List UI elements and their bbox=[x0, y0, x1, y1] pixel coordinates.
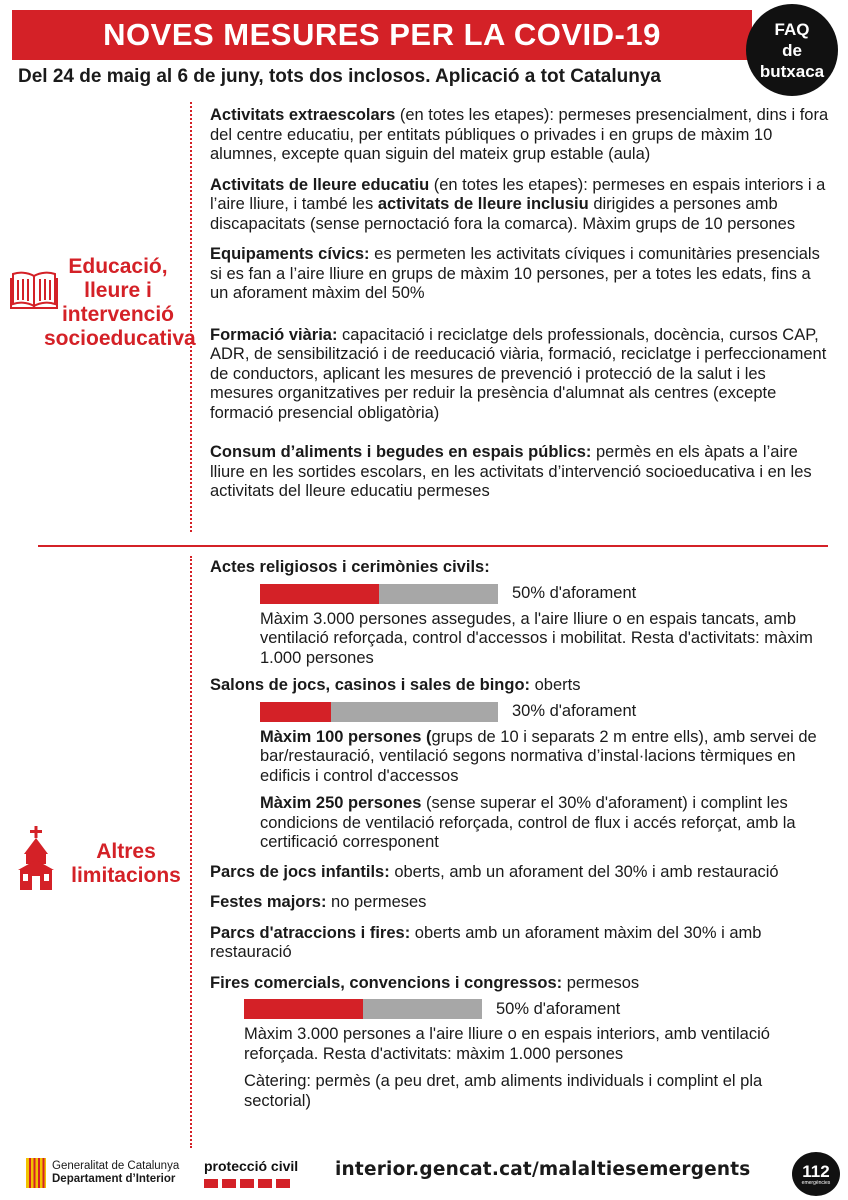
item-festes bbox=[210, 893, 830, 913]
proteccio-civil-text: protecció civil bbox=[204, 1158, 299, 1174]
item-gaming-text: oberts bbox=[530, 676, 581, 694]
limits-label-line1: Altres bbox=[96, 840, 156, 863]
education-label-line1: Educació, bbox=[68, 255, 168, 278]
proteccio-civil-squares bbox=[204, 1179, 298, 1188]
fairs-capacity-label: 50% d'aforament bbox=[496, 999, 621, 1018]
footer bbox=[0, 1150, 848, 1200]
item-lleure-text: (en totes les etapes): permeses en espais interiors i a l’aire lliure, i també les bbox=[210, 175, 826, 213]
gaming-detail-1-bold: Màxim 100 persones ( bbox=[260, 727, 432, 746]
item-parks bbox=[210, 863, 830, 883]
faq-badge-line2: de bbox=[782, 40, 802, 60]
proteccio-civil-logo bbox=[204, 1158, 298, 1188]
gencat-line2 bbox=[52, 1173, 179, 1186]
gaming-capacity bbox=[260, 702, 830, 722]
fairs-detail-1: Màxim 3.000 persones a l'aire lliure o en espais interiors, amb ventilació reforçada. Resta d'activitats: màxim 1.000 persones bbox=[244, 1025, 770, 1063]
item-fairs-text: permesos bbox=[562, 973, 640, 992]
subtitle: Del 24 de maig al 6 de juny, tots dos inclosos. Aplicació a tot Catalunya bbox=[18, 66, 661, 87]
church-icon bbox=[18, 826, 54, 890]
gencat-logo bbox=[26, 1158, 179, 1188]
gaming-detail-1 bbox=[260, 728, 830, 787]
emergency-number: 112 bbox=[802, 1161, 830, 1181]
gencat-line1: Generalitat de Catalunya bbox=[52, 1160, 180, 1172]
item-religious-title: Actes religiosos i cerimònies civils: bbox=[210, 558, 490, 576]
item-consum-title: Consum d’aliments i begudes en espais públics: bbox=[210, 443, 592, 461]
limits-label bbox=[58, 840, 194, 888]
item-consum-aliments bbox=[210, 443, 830, 502]
item-equipaments-civics bbox=[210, 245, 830, 304]
gaming-detail-1-text: grups de 10 i separats 2 m entre ells), amb servei de bar/restauració, ventilació segons normativa d’instal·lacions tèrmiques en edificis i control d'accessos bbox=[260, 727, 817, 785]
item-formacio-title: Formació viària: bbox=[210, 325, 338, 344]
gaming-capacity-label: 30% d'aforament bbox=[512, 702, 637, 720]
item-equipaments-text: es permeten les activitats cíviques i comunitàries presencials si es fan a l’aire lliure en grups de màxim 10 persones, per a totes les edats, fins a un aforament màxim del 50% bbox=[210, 245, 820, 302]
fairs-detail-2: Càtering: permès (a peu dret, amb aliments individuals i complint el pla sectorial) bbox=[244, 1072, 763, 1110]
item-attractions-title: Parcs d'atraccions i fires: bbox=[210, 923, 411, 942]
education-section bbox=[210, 106, 830, 513]
fairs-capacity-fill bbox=[244, 999, 363, 1019]
gaming-capacity-fill bbox=[260, 702, 331, 722]
item-gaming bbox=[210, 676, 830, 696]
title-banner bbox=[12, 10, 752, 60]
item-parks-text: oberts, amb un aforament del 30% i amb restauració bbox=[389, 862, 779, 881]
education-label-line3: intervenció bbox=[61, 303, 175, 326]
item-fairs-title: Fires comercials, convencions i congressos: bbox=[210, 973, 563, 992]
senyera-icon bbox=[26, 1158, 46, 1188]
limits-label-line2: limitacions bbox=[71, 864, 181, 887]
faq-badge bbox=[746, 4, 838, 96]
item-extraescolars-title: Activitats extraescolars bbox=[210, 106, 396, 124]
item-lleure-inclusiu: activitats de lleure inclusiu bbox=[377, 195, 589, 213]
item-attractions-text: oberts amb un aforament màxim del 30% i amb restauració bbox=[210, 923, 762, 961]
limits-section bbox=[210, 558, 830, 1119]
gaming-detail-2-bold: Màxim 250 persones bbox=[260, 794, 422, 812]
item-equipaments-title: Equipaments cívics: bbox=[210, 245, 370, 263]
education-label-line2: lleure i bbox=[84, 279, 152, 302]
education-label bbox=[44, 255, 196, 351]
section-rule bbox=[38, 545, 828, 547]
religious-detail: Màxim 3.000 persones assegudes, a l'aire lliure o en espais tancats, amb ventilació reforçada, control d'accessos i mobilitat. Resta d'activitats: màxim 1.000 persones bbox=[260, 609, 813, 667]
religious-capacity-fill bbox=[260, 584, 379, 604]
item-festes-text: no permeses bbox=[326, 893, 427, 911]
item-attractions bbox=[210, 924, 830, 963]
item-lleure-educatiu bbox=[210, 176, 830, 235]
item-fairs bbox=[210, 974, 830, 994]
item-consum-text: permès en els àpats a l’aire lliure en les sortides escolars, en les activitats d’intervenció socioeducativa i en les activitats del lleure educatiu permeses bbox=[210, 443, 812, 500]
page-title: NOVES MESURES PER LA COVID-19 bbox=[103, 17, 661, 52]
faq-badge-line1: FAQ bbox=[774, 19, 810, 39]
gaming-detail-2 bbox=[260, 794, 830, 853]
emergency-sub: emergències bbox=[801, 1179, 831, 1186]
religious-capacity bbox=[260, 584, 830, 604]
item-parks-title: Parcs de jocs infantils: bbox=[210, 862, 390, 881]
gaming-capacity-bar bbox=[260, 702, 498, 722]
item-extraescolars-text: (en totes les etapes): permeses presencialment, dins i fora del centre educatiu, per entitats públiques o privades i en grups de màxim 10 alumnes, excepte quan siguin del mateix grup estable (aula) bbox=[210, 106, 829, 163]
gaming-detail-2-text: (sense superar el 30% d'aforament) i complint les condicions de ventilació reforçada, control de flux i accés reforçat, amb la certificació corresponent bbox=[260, 794, 796, 851]
fairs-capacity bbox=[244, 999, 830, 1019]
emergency-112-logo bbox=[792, 1152, 840, 1196]
item-lleure-text2: dirigides a persones amb discapacitats (sense pernoctació fora la comarca). Màxim grups de 10 persones bbox=[210, 195, 796, 233]
item-formacio-viaria bbox=[210, 326, 830, 424]
faq-badge-line3: butxaca bbox=[759, 61, 825, 81]
item-festes-title: Festes majors: bbox=[210, 893, 327, 911]
item-formacio-text: capacitació i reciclatge dels professionals, docència, cursos CAP, ADR, de sensibilització i de reeducació viària, formació, reciclatge i perfeccionament de conductors, aplicant les mesures de prevenció i protecció de la salut i les mesures organitzatives per reduir la presència d'alumnat als centres (excepte formació presencial obligatòria) bbox=[210, 325, 827, 422]
education-label-line4: socioeducativa bbox=[44, 327, 196, 350]
religious-capacity-label: 50% d'aforament bbox=[512, 584, 637, 602]
item-gaming-title: Salons de jocs, casinos i sales de bingo: bbox=[210, 676, 531, 694]
religious-capacity-bar bbox=[260, 584, 498, 604]
item-religious bbox=[210, 558, 830, 578]
gencat-line2-text: Departament d’Interior bbox=[52, 1173, 176, 1185]
item-lleure-title: Activitats de lleure educatiu bbox=[210, 175, 430, 194]
item-extraescolars bbox=[210, 106, 830, 165]
footer-url[interactable]: interior.gencat.cat/malaltiesemergents bbox=[335, 1159, 751, 1180]
fairs-capacity-bar bbox=[244, 999, 482, 1019]
